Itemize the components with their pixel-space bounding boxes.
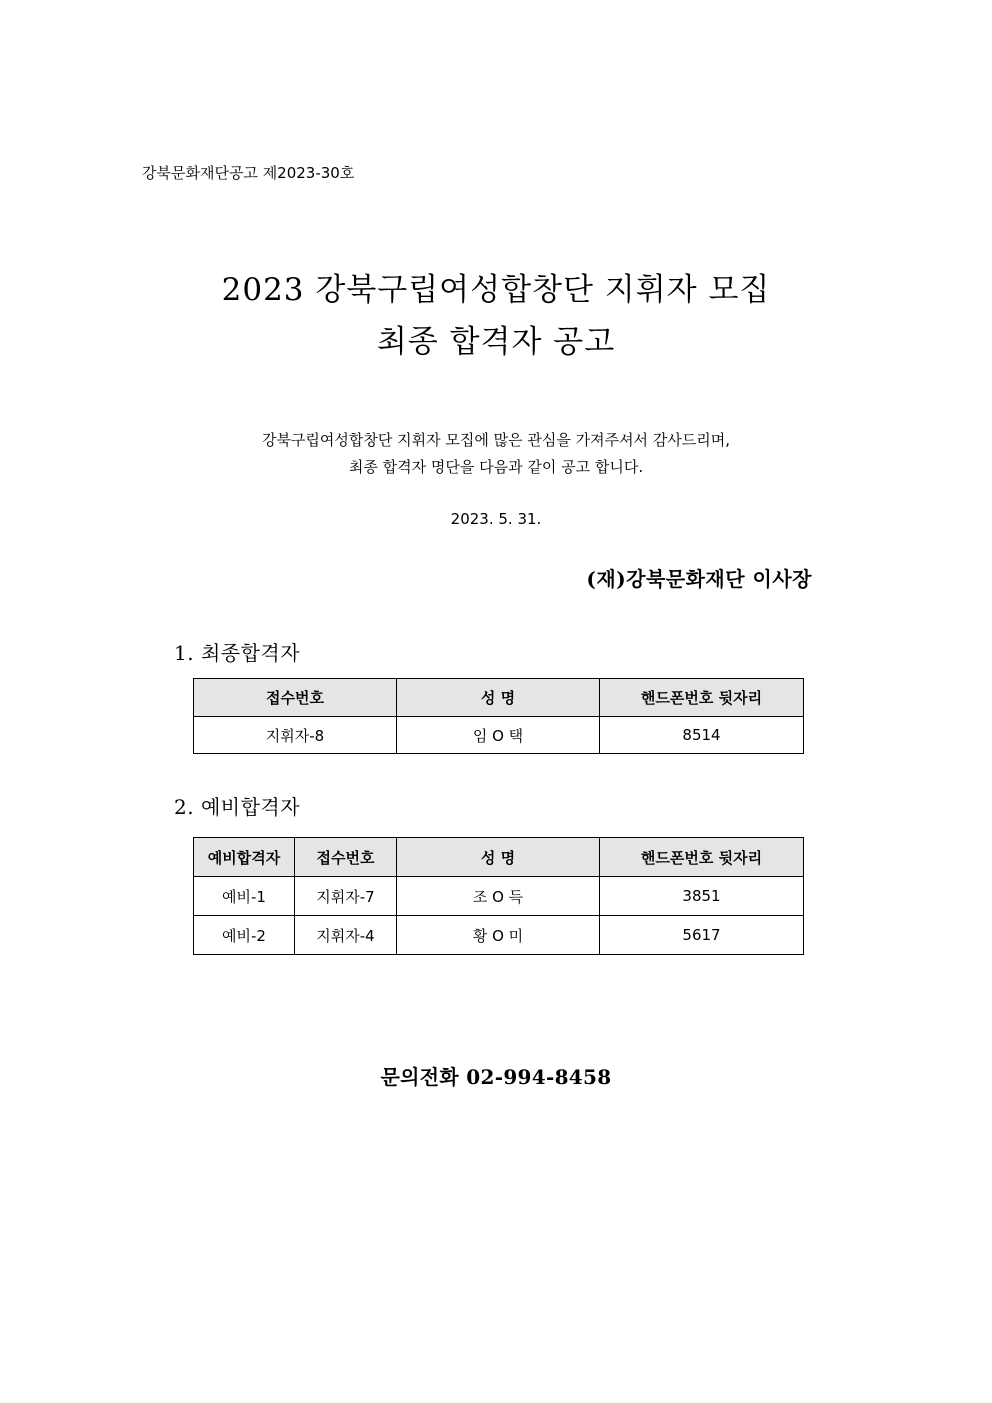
- header-reserve-rank: 예비합격자: [194, 838, 295, 877]
- section-heading-reserve: 2. 예비합격자: [174, 795, 301, 819]
- cell-name: 황 O 미: [397, 916, 600, 955]
- reserve-results-table: [193, 837, 804, 955]
- cell-name: 조 O 득: [397, 877, 600, 916]
- table-row: [194, 717, 804, 754]
- section-heading-final: 1. 최종합격자: [174, 641, 301, 665]
- intro-line-1: 강북구립여성합창단 지휘자 모집에 많은 관심을 가져주셔서 감사드리며,: [261, 431, 731, 449]
- cell-phone-last-digits: 3851: [600, 877, 804, 916]
- cell-receipt-number: 지휘자-8: [194, 717, 397, 754]
- page-title: [0, 264, 992, 368]
- header-name: 성 명: [397, 679, 600, 717]
- final-results-table: [193, 678, 804, 754]
- issuer: (재)강북문화재단 이사장: [586, 567, 812, 591]
- header-phone-last-digits: 핸드폰번호 뒷자리: [600, 679, 804, 717]
- cell-phone-last-digits: 8514: [600, 717, 804, 754]
- cell-phone-last-digits: 5617: [600, 916, 804, 955]
- header-receipt-number: 접수번호: [194, 679, 397, 717]
- header-receipt-number: 접수번호: [295, 838, 397, 877]
- table-header-row: [194, 679, 804, 717]
- table-row: [194, 877, 804, 916]
- title-line-1: 2023 강북구립여성합창단 지휘자 모집: [221, 272, 771, 308]
- table-header-row: [194, 838, 804, 877]
- cell-receipt-number: 지휘자-4: [295, 916, 397, 955]
- cell-reserve-rank: 예비-2: [194, 916, 295, 955]
- title-line-2: 최종 합격자 공고: [376, 324, 616, 360]
- announcement-date: 2023. 5. 31.: [450, 510, 542, 528]
- cell-name: 임 O 택: [397, 717, 600, 754]
- intro-line-2: 최종 합격자 명단을 다음과 같이 공고 합니다.: [348, 458, 644, 476]
- table-row: [194, 916, 804, 955]
- notice-number: 강북문화재단공고 제2023-30호: [142, 164, 355, 182]
- cell-receipt-number: 지휘자-7: [295, 877, 397, 916]
- contact-phone: 문의전화 02-994-8458: [380, 1065, 612, 1089]
- cell-reserve-rank: 예비-1: [194, 877, 295, 916]
- header-phone-last-digits: 핸드폰번호 뒷자리: [600, 838, 804, 877]
- intro-text: [0, 427, 992, 481]
- header-name: 성 명: [397, 838, 600, 877]
